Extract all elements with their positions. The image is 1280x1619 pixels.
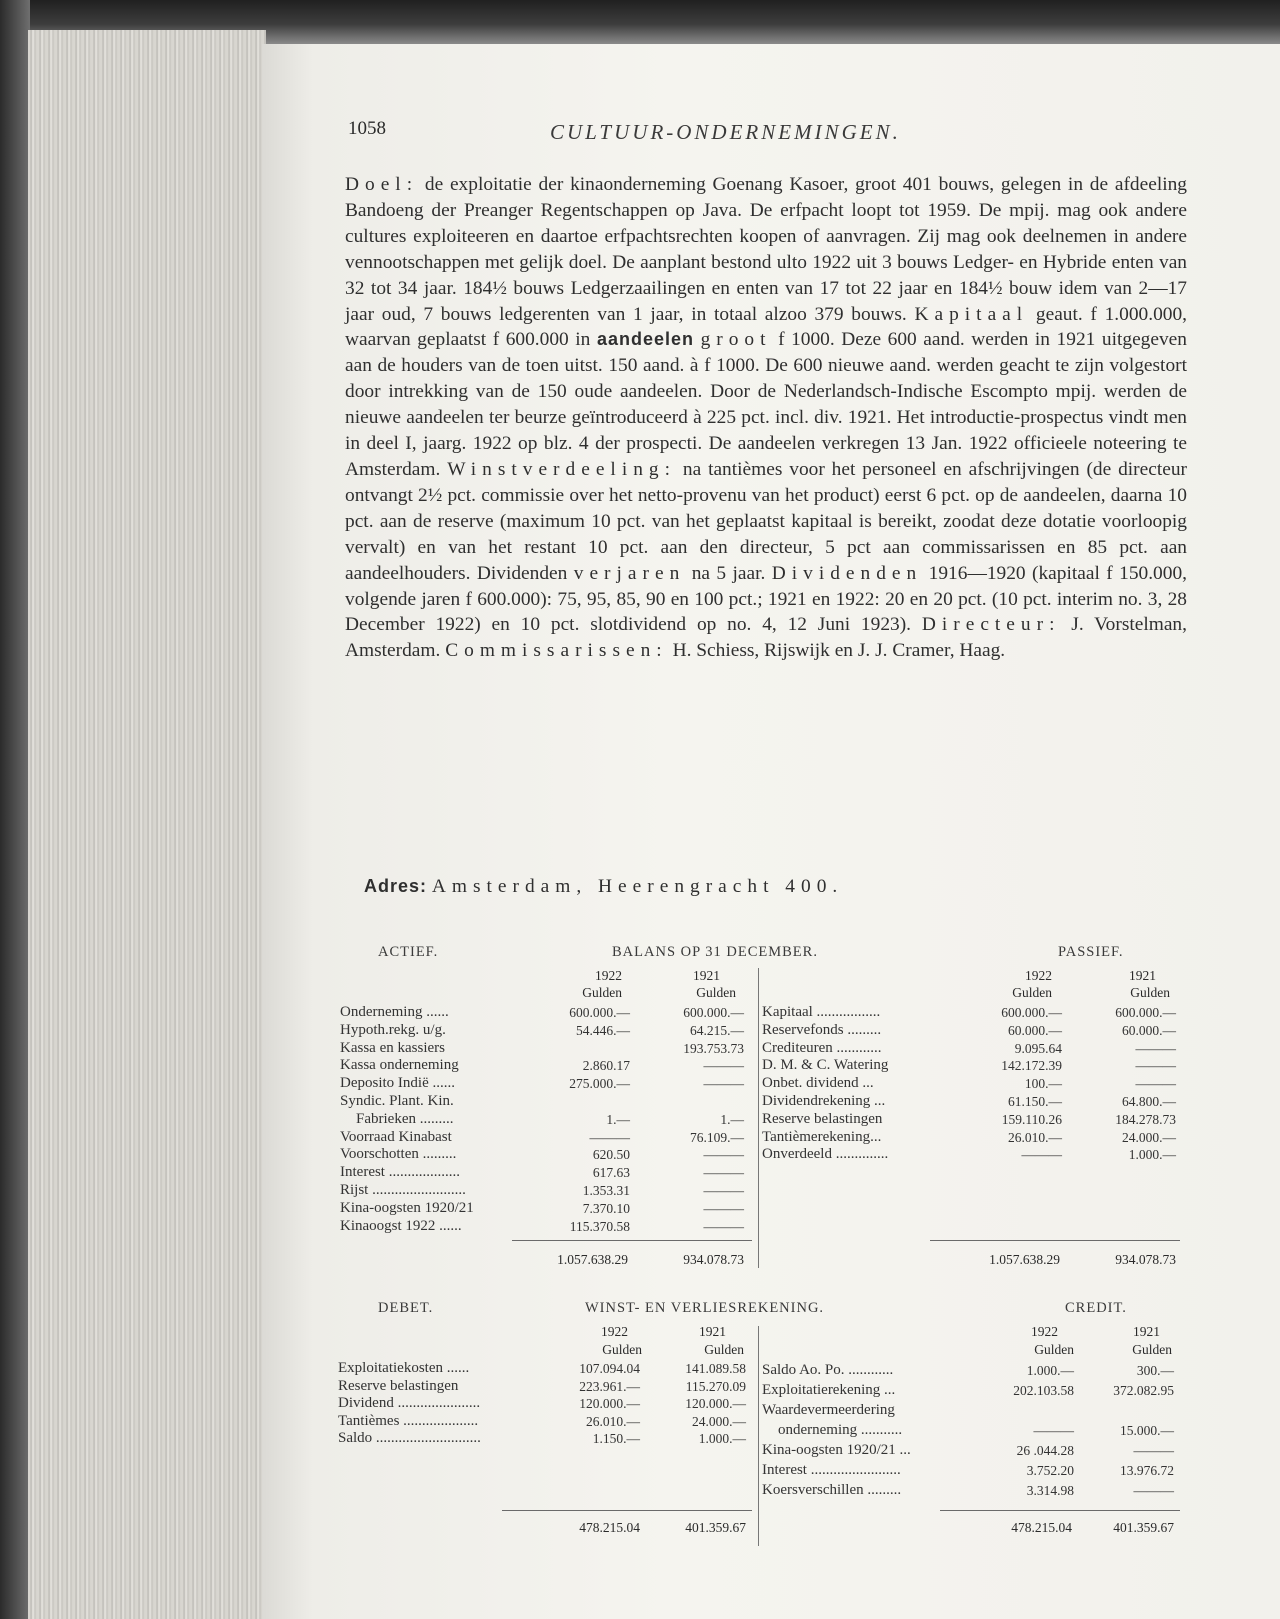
credit-row-label: Exploitatierekening ... (762, 1382, 896, 1398)
passief-total-1921: 934.078.73 (1115, 1252, 1176, 1267)
pnl-col-unit: Gulden (704, 1342, 744, 1357)
passief-row-label: Crediteuren ............ (762, 1039, 882, 1056)
debet-row-label: Tantièmes .................... (338, 1412, 479, 1429)
actief-row-1921: ——— (703, 1218, 744, 1234)
passief-total-1922: 1.057.638.29 (989, 1252, 1060, 1267)
actief-row-1921: ——— (703, 1076, 744, 1092)
balance-col-unit: Gulden (696, 985, 736, 1000)
credit-row-1921: ——— (1133, 1483, 1174, 1498)
actief-row-1922: 1.— (606, 1111, 630, 1127)
commissarissen-label: Commissarissen: (445, 640, 668, 662)
actief-row-1922: 600.000.— (569, 1005, 630, 1020)
actief-row-label: Kina-oogsten 1920/21 (340, 1199, 474, 1216)
passief-row-label: Reserve belastingen (762, 1110, 883, 1127)
actief-row-label: Syndic. Plant. Kin. (340, 1093, 454, 1109)
balance-title: BALANS OP 31 DECEMBER. (612, 944, 818, 960)
balance-col-year: 1922 (595, 968, 622, 983)
debet-total-1921: 401.359.67 (685, 1520, 746, 1535)
adres-label: Adres: (364, 876, 428, 896)
actief-row-label: Onderneming ...... (340, 1004, 449, 1020)
passief-row-1922: 60.000.— (1008, 1022, 1062, 1038)
actief-row-1922: 1.353.31 (582, 1183, 630, 1198)
aandeelen-text: f 1000. Deze 600 aand. werden in 1921 uitgegeven aan de houders van de toen uitst. 150 aand. à f 1000. De 600 nieuwe aand. werden geacht te zijn volgestort door intrekking van de 150 oude aandeelen. Door de Nederlandsch-Indische Escompto mpij. werden de nieuwe aandeelen ter beurze geïntroduceerd à 225 pct. incl. div. 1921. Het introductie-prospectus vindt men in deel I, jaarg. 1922 op blz. 4 der prospecti. De aandeelen verkregen 13 Jan. 1922 officieele noteering te Amsterdam. (345, 329, 1187, 480)
pnl-col-unit: Gulden (602, 1342, 642, 1357)
credit-row-1922: 3.752.20 (1026, 1463, 1074, 1478)
debet-total-rule (502, 1510, 752, 1511)
credit-row-1922: 202.103.58 (1013, 1383, 1074, 1398)
passief-row-1922: 600.000.— (1001, 1005, 1062, 1020)
body-paragraph (345, 172, 1187, 664)
debet-row-1921: 141.089.58 (685, 1361, 746, 1376)
actief-total-rule (512, 1240, 752, 1241)
credit-total-1922: 478.215.04 (1011, 1520, 1072, 1535)
actief-row-1922: 54.446.— (576, 1022, 630, 1038)
credit-row-1922: 3.314.98 (1026, 1483, 1074, 1498)
debet-row-1922: 107.094.04 (579, 1361, 640, 1376)
actief-row-label: Kassa onderneming (340, 1057, 459, 1074)
passief-row-label: D. M. & C. Watering (762, 1057, 889, 1074)
credit-row-1922: ——— (1033, 1423, 1074, 1438)
passief-row-label: Tantièmerekening... (762, 1128, 882, 1145)
actief-row-1921: ——— (703, 1200, 744, 1216)
debet-row-1922: 120.000.— (579, 1396, 640, 1411)
passief-row-1922: 26.010.— (1008, 1129, 1062, 1145)
left-shadow (0, 0, 30, 1619)
passief-row-label: Dividendrekening ... (762, 1093, 886, 1109)
actief-row-label: Rijst ......................... (340, 1182, 466, 1198)
pnl-col-year: 1922 (1031, 1324, 1058, 1339)
passief-row-1922: 159.110.26 (1001, 1111, 1062, 1127)
pnl-divider (758, 1326, 759, 1546)
balance-col-year: 1921 (693, 968, 720, 983)
adres-text: Amsterdam, Heerengracht 400. (431, 876, 844, 897)
pnl-col-unit: Gulden (1034, 1342, 1074, 1357)
address-line (364, 876, 843, 898)
passief-row-1921: 184.278.73 (1115, 1111, 1176, 1127)
credit-row-1922: 1.000.— (1026, 1363, 1074, 1378)
doel-text: de exploitatie der kinaonderneming Goenang Kasoer, groot 401 bouws, gelegen in de afdeeling Bandoeng der Preanger Regentschappen op Java. De erfpacht loopt tot 1959. De mpij. mag ook andere cultures exploiteeren en daartoe erfpachtsrechten koopen of aanvragen. Zij mag ook deelnemen in andere vennootschappen met gelijk doel. De aanplant bestond ulto 1922 uit 3 bouws Ledger- en Hybride enten van 32 tot 34 jaar. 184½ bouws Ledgerzaailingen en enten van 17 tot 22 jaar en 184½ bouw idem van 2—17 jaar oud, 7 bouws ledgerenten van 1 jaar, in totaal alzoo 379 bouws. (345, 174, 1187, 325)
actief-row-1922: 2.860.17 (582, 1058, 630, 1074)
actief-row-1922: 7.370.10 (582, 1200, 630, 1216)
passief-row-1921: 64.800.— (1122, 1094, 1176, 1109)
balance-col-unit: Gulden (1012, 985, 1052, 1000)
debet-row-1921: 1.000.— (698, 1431, 746, 1446)
balance-col-year: 1922 (1025, 968, 1052, 983)
credit-row-1922: 26 .044.28 (1016, 1443, 1074, 1458)
passief-row-1922: 61.150.— (1008, 1094, 1062, 1109)
dividenden-label: Dividenden (771, 562, 923, 584)
debet-row-label: Dividend ...................... (338, 1395, 481, 1411)
actief-total-1921: 934.078.73 (683, 1252, 744, 1267)
credit-row-1921: 13.976.72 (1120, 1463, 1174, 1478)
debet-row-1921: 24.000.— (692, 1413, 746, 1429)
passief-row-1922: 100.— (1024, 1076, 1062, 1092)
passief-row-label: Kapitaal ................. (762, 1004, 881, 1020)
actief-row-label: Fabrieken ......... (356, 1110, 454, 1127)
debet-row-1922: 26.010.— (586, 1413, 640, 1429)
actief-row-1921: 1.— (720, 1111, 744, 1127)
credit-row-label: Saldo Ao. Po. ............ (762, 1362, 894, 1378)
credit-total-1921: 401.359.67 (1113, 1520, 1174, 1535)
passief-row-label: Reservefonds ......... (762, 1021, 882, 1038)
actief-row-1921: 193.753.73 (683, 1040, 744, 1056)
commissarissen-text: H. Schiess, Rijswijk en J. J. Cramer, Haag. (672, 640, 1006, 662)
dividenden-text: 1916—1920 (kapitaal f 150.000, volgende jaren f 600.000): 75, 95, 85, 90 en 100 pct.; 1921 en 1922: 20 en 20 pct. (10 pct. interim no. 3, 28 December 1922) en 10 pct. slotdividend op no. 4, 12 Juni 1923). (345, 562, 1187, 636)
page-number: 1058 (348, 118, 386, 139)
pnl-left-title: DEBET. (378, 1300, 434, 1316)
running-title: CULTUUR-ONDERNEMINGEN. (550, 120, 901, 144)
pnl-title: WINST- EN VERLIESREKENING. (585, 1300, 825, 1316)
actief-row-1922: 275.000.— (569, 1076, 630, 1092)
credit-row-1921: 300.— (1136, 1363, 1174, 1378)
actief-row-label: Kinaoogst 1922 ...... (340, 1217, 462, 1234)
credit-row-label: Koersverschillen ......... (762, 1482, 902, 1498)
passief-row-1921: 24.000.— (1122, 1129, 1176, 1145)
actief-row-label: Kassa en kassiers (340, 1039, 445, 1056)
actief-row-label: Voorschotten ......... (340, 1146, 457, 1163)
passief-row-1921: 600.000.— (1115, 1005, 1176, 1020)
credit-row-label: Kina-oogsten 1920/21 ... (762, 1442, 911, 1458)
passief-row-1921: ——— (1135, 1040, 1176, 1056)
passief-row-1922: 9.095.64 (1014, 1040, 1062, 1056)
aandeelen-label: aandeelen (596, 329, 694, 350)
pnl-right-title: CREDIT. (1065, 1300, 1127, 1316)
balance-col-year: 1921 (1129, 968, 1156, 983)
credit-row-label: Interest ........................ (762, 1462, 901, 1478)
passief-row-1921: ——— (1135, 1058, 1176, 1074)
page-stack-edges (28, 30, 266, 1619)
directeur-text: J. Vorstelman, Amsterdam. (345, 614, 1187, 662)
debet-row-label: Saldo ............................ (338, 1430, 481, 1446)
winst-text: na tantièmes voor het personeel en afschrijvingen (de directeur ontvangt 2½ pct. commissie over het netto-provenu van het product) eerst 6 pct. op de aandeelen, daarna 10 pct. aan de reserve (maximum 10 pct. van het geplaatst kapitaal is bereikt, zoodat deze dotatie voorloopig vervalt) en van het restant 10 pct. aan den directeur, 5 pct aan commissarissen en 85 pct. aan aandeelhouders. Dividenden (345, 458, 1187, 584)
actief-row-1921: 600.000.— (683, 1005, 744, 1020)
actief-row-label: Interest ................... (340, 1164, 460, 1181)
debet-row-label: Reserve belastingen (338, 1377, 459, 1394)
body-text (345, 172, 1187, 664)
kapitaal-text: geaut. f 1.000.000, waarvan geplaatst f 600.000 in (345, 303, 1188, 351)
actief-row-label: Hypoth.rekg. u/g. (340, 1021, 446, 1038)
credit-row-1921: ——— (1133, 1443, 1174, 1458)
credit-row-label: Waardevermeerdering (762, 1402, 895, 1418)
actief-row-1921: ——— (703, 1165, 744, 1181)
actief-row-1921: 76.109.— (690, 1129, 744, 1145)
passief-row-1922: 142.172.39 (1001, 1058, 1062, 1074)
debet-row-1922: 1.150.— (592, 1431, 640, 1446)
actief-row-1922: 115.370.58 (569, 1218, 630, 1234)
actief-row-1921: ——— (703, 1058, 744, 1074)
balance-col-unit: Gulden (1130, 985, 1170, 1000)
actief-row-1922: ——— (589, 1129, 630, 1145)
debet-row-1921: 120.000.— (685, 1396, 746, 1411)
pnl-col-year: 1921 (1133, 1324, 1160, 1339)
groot-label: groot (700, 329, 772, 351)
kapitaal-label: Kapitaal (914, 303, 1029, 325)
credit-row-label: onderneming ........... (778, 1422, 903, 1438)
debet-total-1922: 478.215.04 (579, 1520, 640, 1535)
pnl-col-unit: Gulden (1132, 1342, 1172, 1357)
verjaren-label: verjaren (573, 562, 686, 584)
balance-right-title: PASSIEF. (1058, 944, 1124, 960)
passief-row-label: Onverdeeld .............. (762, 1146, 889, 1163)
passief-row-1921: 1.000.— (1128, 1147, 1176, 1163)
actief-row-1922: 617.63 (592, 1165, 630, 1181)
doel-label: Doel: (345, 174, 419, 195)
actief-row-1921: ——— (703, 1147, 744, 1163)
winst-label: Winstverdeeling: (447, 458, 676, 480)
verjaren-text: na 5 jaar. (691, 562, 766, 584)
actief-row-label: Voorraad Kinabast (340, 1128, 452, 1145)
actief-row-1922: 620.50 (592, 1147, 630, 1163)
balance-divider (758, 968, 759, 1268)
actief-total-1922: 1.057.638.29 (557, 1252, 628, 1267)
credit-row-1921: 15.000.— (1120, 1423, 1174, 1438)
credit-row-1921: 372.082.95 (1113, 1383, 1174, 1398)
balance-col-unit: Gulden (582, 985, 622, 1000)
actief-row-1921: 64.215.— (690, 1022, 744, 1038)
passief-row-1921: ——— (1135, 1076, 1176, 1092)
actief-row-label: Deposito Indië ...... (340, 1075, 455, 1092)
debet-row-1921: 115.270.09 (685, 1378, 746, 1394)
passief-row-label: Onbet. dividend ... (762, 1075, 874, 1092)
credit-total-rule (940, 1510, 1180, 1511)
passief-row-1922: ——— (1021, 1147, 1062, 1163)
debet-row-1922: 223.961.— (579, 1378, 640, 1394)
passief-row-1921: 60.000.— (1122, 1022, 1176, 1038)
pnl-col-year: 1922 (601, 1324, 628, 1339)
balance-left-title: ACTIEF. (378, 944, 439, 960)
pnl-col-year: 1921 (699, 1324, 726, 1339)
passief-total-rule (930, 1240, 1180, 1241)
debet-row-label: Exploitatiekosten ...... (338, 1360, 470, 1376)
actief-row-1921: ——— (703, 1183, 744, 1198)
directeur-label: Directeur: (921, 614, 1061, 636)
